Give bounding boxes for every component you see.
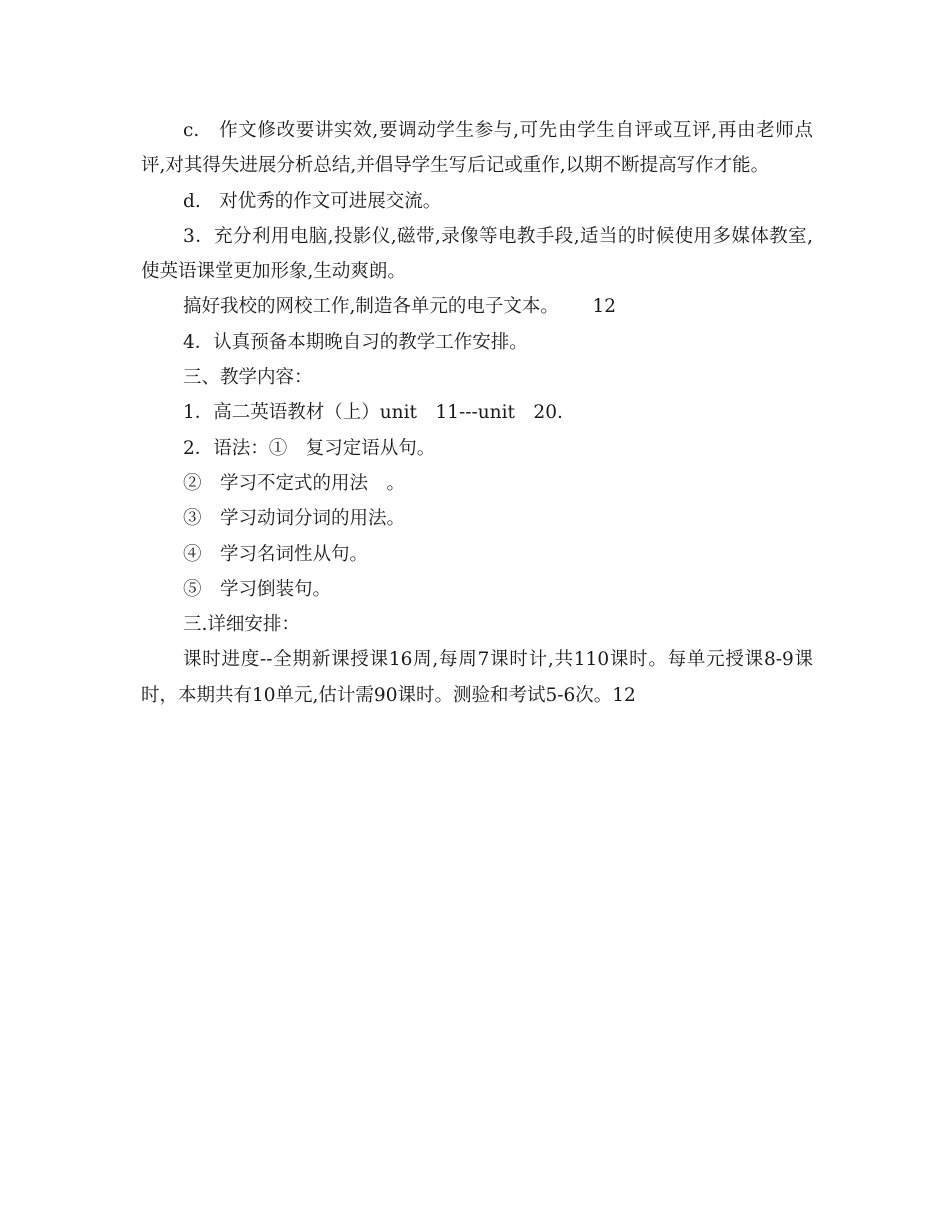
grammar-item-noun-clause: ④ 学习名词性从句。 (183, 543, 369, 565)
paragraph-excellent-essays: d. 对优秀的作文可进展交流。 (183, 190, 442, 212)
paragraph-evening-study: 4．认真预备本期晚自习的教学工作安排。 (183, 331, 528, 353)
heading-teaching-content: 三、教学内容： (183, 367, 313, 389)
grammar-item-participle: ③ 学习动词分词的用法。 (183, 508, 406, 530)
grammar-item-inversion: ⑤ 学习倒装句。 (183, 578, 332, 600)
paragraph-grammar: 2．语法：① 复习定语从句。 (183, 437, 436, 459)
paragraph-schedule: 课时进度--全期新课授课16周,每周7课时计,共110课时。每单元授课8-9课时，本期共有10单元,估计需90课时。测验和考试5-6次。12 (141, 649, 813, 706)
grammar-item-infinitive: ② 学习不定式的用法 。 (183, 472, 406, 494)
heading-detailed-arrangement: 三.详细安排： (183, 614, 300, 636)
paragraph-online-school: 搞好我校的网校工作,制造各单元的电子文本。 12 (183, 296, 617, 318)
document-body (141, 113, 813, 713)
paragraph-textbook: 1．高二英语教材（上）unit 11---unit 20. (183, 402, 563, 424)
paragraph-multimedia: 3．充分利用电脑,投影仪,磁带,录像等电教手段,适当的时候使用多媒体教室,使英语课堂更加形象,生动爽朗。 (141, 225, 813, 283)
paragraph-essay-revision: c. 作文修改要讲实效,要调动学生参与,可先由学生自评或互评,再由老师点评,对其得失进展分析总结,并倡导学生写后记或重作,以期不断提高写作才能。 (141, 120, 813, 177)
